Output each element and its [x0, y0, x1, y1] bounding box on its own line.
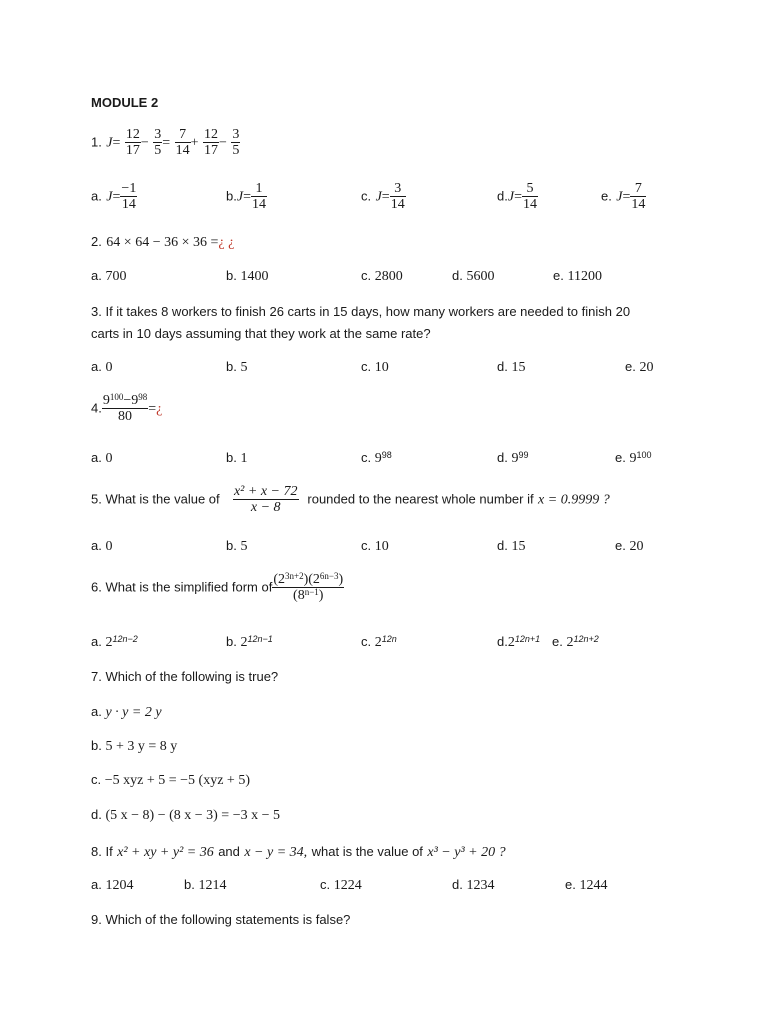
- q6-option-c[interactable]: c. $2^{12n}$: [361, 634, 397, 650]
- q8-option-c[interactable]: c. 1224: [320, 877, 362, 893]
- q5-fraction: $\frac{\text{x² + x − 72}}{x - 8}$: [233, 484, 298, 515]
- q1-option-c[interactable]: c. J= $\frac{3}{14}$: [361, 181, 405, 212]
- q1-frac-3: $\frac{7}{14}$: [175, 127, 190, 158]
- q6-option-d[interactable]: $d.2^{12n+1}$: [497, 634, 541, 650]
- question-2: 2. 64 × 64 − 36 × 36 =¿ ¿: [91, 234, 235, 250]
- q2-option-b[interactable]: b. 1400: [226, 268, 269, 284]
- q8-option-d[interactable]: d. 1234: [452, 877, 495, 893]
- q2-option-c[interactable]: c. 2800: [361, 268, 403, 284]
- q8-option-e[interactable]: e. 1244: [565, 877, 608, 893]
- q1-frac-5: $\frac{3}{5}$: [232, 127, 240, 158]
- q4-option-a[interactable]: a. 0: [91, 450, 113, 466]
- q6-option-b[interactable]: b. $2^{12n-1}$: [226, 634, 273, 650]
- q1-option-a[interactable]: a. J= $\frac{-1}{14}$: [91, 181, 137, 212]
- q8-option-a[interactable]: a. 1204: [91, 877, 134, 893]
- q6-option-a[interactable]: a. $2^{12n-2}$: [91, 634, 138, 650]
- q5-option-e[interactable]: e. 20: [615, 538, 644, 554]
- q3-option-c[interactable]: c. 10: [361, 359, 389, 375]
- q3-line-2: carts in 10 days assuming that they work at the same rate?: [91, 326, 431, 341]
- q5-option-a[interactable]: a. 0: [91, 538, 113, 554]
- q6-option-e[interactable]: e. $2^{12n+2}$: [552, 634, 599, 650]
- q4-option-d[interactable]: d. $9^{99}$: [497, 450, 529, 466]
- q8-option-b[interactable]: b. 1214: [184, 877, 227, 893]
- q4-option-e[interactable]: e. $9^{100}$: [615, 450, 652, 466]
- q2-option-a[interactable]: a. 700: [91, 268, 127, 284]
- q1-option-e[interactable]: e. J= $\frac{7}{14}$: [601, 181, 646, 212]
- q5-option-c[interactable]: c. 10: [361, 538, 389, 554]
- q5-option-b[interactable]: b. 5: [226, 538, 248, 554]
- q5-option-d[interactable]: d. 15: [497, 538, 526, 554]
- q7-option-b[interactable]: b. 5 + 3 y = 8 y: [91, 738, 178, 754]
- q2-tail: ¿ ¿: [218, 235, 235, 250]
- q3-option-b[interactable]: b. 5: [226, 359, 248, 375]
- q4-option-b[interactable]: b. 1: [226, 450, 248, 466]
- q7-option-c[interactable]: c. −5 xyz + 5 = −5 (xyz + 5): [91, 772, 250, 788]
- question-4: 4. $\frac{9^{100}-9^{98}}{80}$ =¿: [91, 392, 163, 424]
- q2-expression: 64 × 64 − 36 × 36 =: [106, 235, 219, 250]
- question-1: 1. J= $\frac{12}{17}$ − $\frac{3}{5}$ = $\frac{7}{14}$ + $\frac{12}{17}$ − $\frac{3}{5}$: [91, 127, 240, 158]
- question-5: 5. What is the value of $\frac{\text{x² + x − 72}}{x - 8}$ rounded to the nearest whole number if x = 0.9999 ?: [91, 484, 610, 515]
- q1-lhs: J: [106, 135, 113, 151]
- q6-fraction: $\frac{(2^{3n+2})(2^{6n-3})}{(8^{n-1})}$: [273, 571, 344, 603]
- q3-option-d[interactable]: d. 15: [497, 359, 526, 375]
- q3-line-1: 3. If it takes 8 workers to finish 26 carts in 15 days, how many workers are needed to finish 20: [91, 304, 631, 319]
- q2-option-d[interactable]: d. 5600: [452, 268, 495, 284]
- module-title: MODULE 2: [91, 95, 159, 110]
- q4-tail: ¿: [156, 401, 163, 417]
- q2-option-e[interactable]: e. 11200: [553, 268, 602, 284]
- q1-number: 1.: [91, 134, 102, 150]
- q9-question: 9. Which of the following statements is false?: [91, 912, 351, 927]
- q4-fraction: $\frac{9^{100}-9^{98}}{80}$: [102, 392, 148, 424]
- q7-option-d[interactable]: d. (5 x − 8) − (8 x − 3) = −3 x − 5: [91, 807, 280, 823]
- q1-frac-4: $\frac{12}{17}$: [203, 127, 218, 158]
- q7-question: 7. Which of the following is true?: [91, 669, 279, 684]
- q4-option-c[interactable]: c. $9^{98}$: [361, 450, 392, 466]
- question-6: 6. What is the simplified form of $\frac{(2^{3n+2})(2^{6n-3})}{(8^{n-1})}$: [91, 571, 344, 603]
- q3-option-e[interactable]: e. 20: [625, 359, 654, 375]
- q1-option-b[interactable]: b.J= $\frac{1}{14}$: [226, 181, 266, 212]
- q3-option-a[interactable]: a. 0: [91, 359, 113, 375]
- q1-option-d[interactable]: d.J= $\frac{5}{14}$: [497, 181, 537, 212]
- q1-frac-2: $\frac{3}{5}$: [154, 127, 162, 158]
- q7-option-a[interactable]: a. y · y = 2 y: [91, 704, 162, 720]
- question-8: 8. If x² + xy + y² = 36 and x − y = 34, what is the value of x³ − y³ + 20 ?: [91, 844, 506, 860]
- q1-frac-1: $\frac{12}{17}$: [125, 127, 140, 158]
